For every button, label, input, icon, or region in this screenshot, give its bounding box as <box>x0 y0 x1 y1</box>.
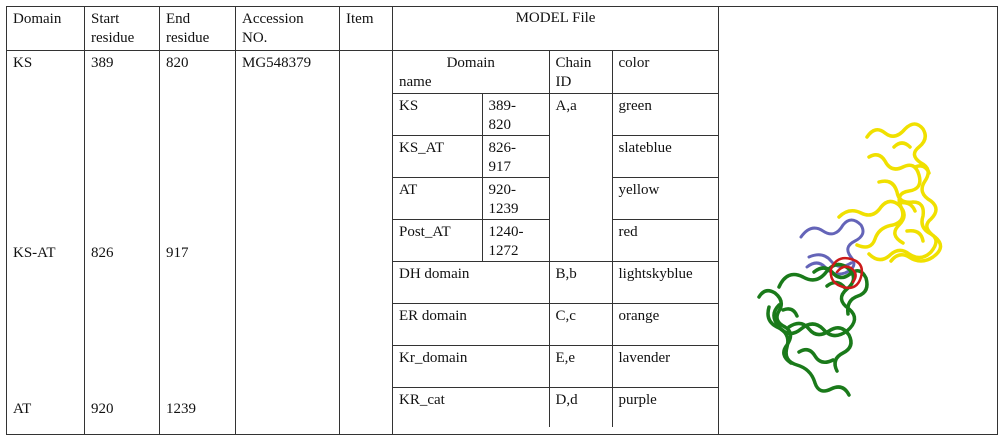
protein-structure-image <box>719 7 997 429</box>
header-end-residue: End residue <box>160 7 236 51</box>
header-start-residue: Start residue <box>85 7 160 51</box>
model-chain-id: D,d <box>549 387 612 427</box>
domain-table <box>6 6 998 435</box>
header-color: color <box>612 51 718 93</box>
header-item: Item <box>340 7 393 51</box>
model-domain-name: KS <box>393 93 482 135</box>
model-color: slateblue <box>612 135 718 177</box>
domain-ks: KS <box>13 55 33 71</box>
model-domain-name: ER domain <box>393 303 549 345</box>
model-color: lavender <box>612 345 718 387</box>
model-residue-range: 1240- 1272 <box>482 219 549 261</box>
model-file-cell <box>393 51 719 435</box>
model-file-table <box>393 51 718 427</box>
col-domain <box>7 51 85 435</box>
model-domain-name: KS_AT <box>393 135 482 177</box>
model-row <box>393 261 718 303</box>
model-chain-id: A,a <box>549 93 612 261</box>
structure-image-cell <box>719 7 998 435</box>
start-ks-at: 826 <box>91 245 114 261</box>
ks-domain-ribbon <box>759 264 867 395</box>
start-ks: 389 <box>91 55 114 71</box>
end-ks: 820 <box>166 55 189 71</box>
model-color: yellow <box>612 177 718 219</box>
model-color: purple <box>612 387 718 427</box>
model-domain-name: KR_cat <box>393 387 549 427</box>
accession-number: MG548379 <box>242 55 312 71</box>
col-accession <box>236 51 340 435</box>
model-color: red <box>612 219 718 261</box>
domain-ks-at: KS-AT <box>13 245 56 261</box>
model-row <box>393 345 718 387</box>
model-domain-name: Post_AT <box>393 219 482 261</box>
header-chain-id: Chain ID <box>549 51 612 93</box>
domain-at: AT <box>13 401 32 417</box>
model-residue-range: 826- 917 <box>482 135 549 177</box>
model-color: lightskyblue <box>612 261 718 303</box>
end-ks-at: 917 <box>166 245 189 261</box>
model-row <box>393 387 718 427</box>
model-chain-id: E,e <box>549 345 612 387</box>
model-domain-name: AT <box>393 177 482 219</box>
model-domain-name: DH domain <box>393 261 549 303</box>
model-chain-id: C,c <box>549 303 612 345</box>
header-domain-name: Domain name <box>393 51 549 93</box>
header-accession: Accession NO. <box>236 7 340 51</box>
model-residue-range: 389- 820 <box>482 93 549 135</box>
end-at: 1239 <box>166 401 196 417</box>
col-item <box>340 51 393 435</box>
model-color: orange <box>612 303 718 345</box>
header-domain: Domain <box>7 7 85 51</box>
start-at: 920 <box>91 401 114 417</box>
model-domain-name: Kr_domain <box>393 345 549 387</box>
document-page <box>6 6 998 435</box>
model-residue-range: 920- 1239 <box>482 177 549 219</box>
model-row <box>393 303 718 345</box>
col-start-residue <box>85 51 160 435</box>
model-chain-id: B,b <box>549 261 612 303</box>
model-row <box>393 93 718 135</box>
col-end-residue <box>160 51 236 435</box>
header-model-file: MODEL File <box>393 7 719 51</box>
model-color: green <box>612 93 718 135</box>
